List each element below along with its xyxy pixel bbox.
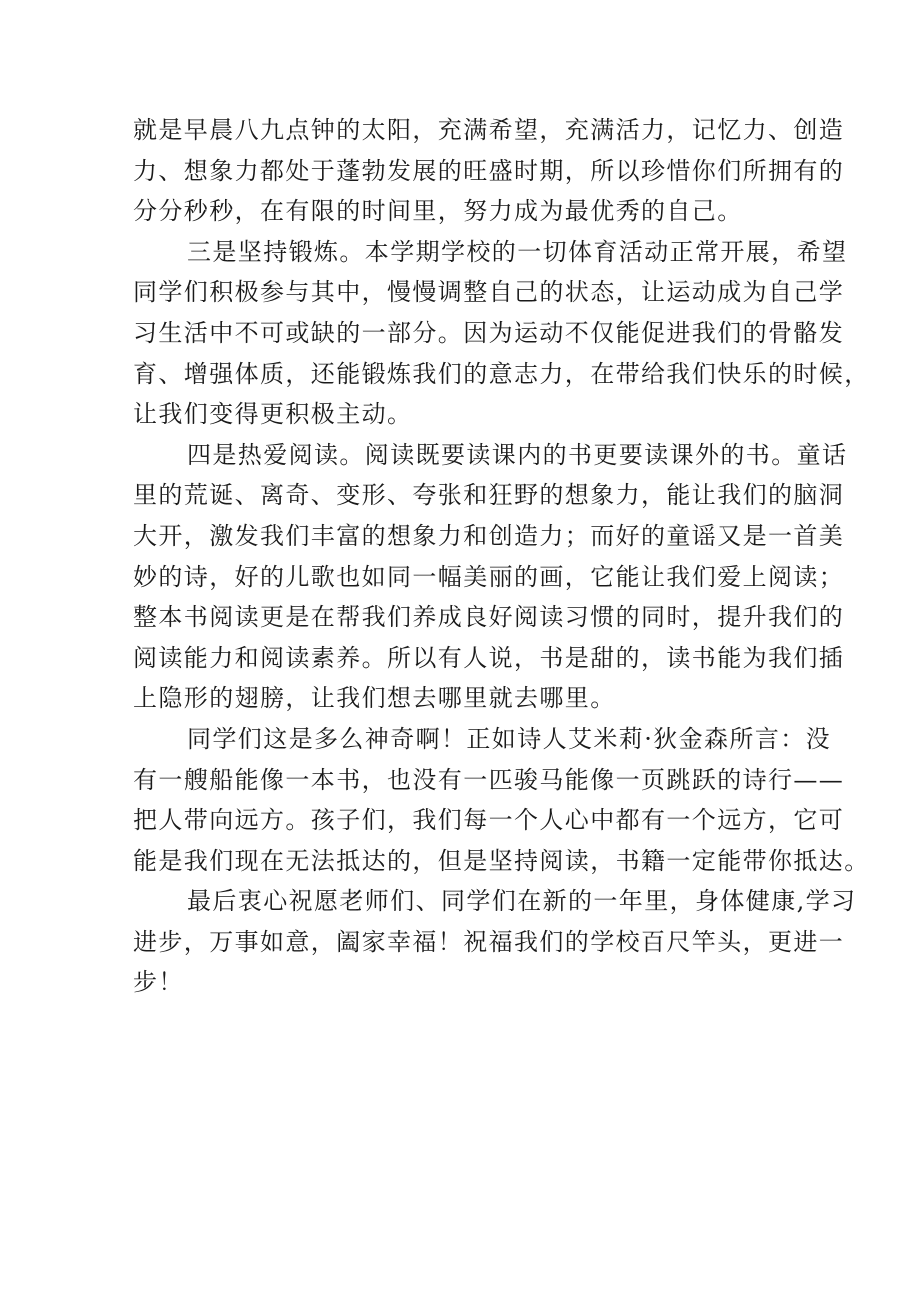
paragraph-line: 整本书阅读更是在帮我们养成良好阅读习惯的同时，提升我们的 xyxy=(133,603,845,632)
paragraph-3 xyxy=(133,435,848,719)
paragraph-line: 上隐形的翅膀，让我们想去哪里就去哪里。 xyxy=(133,684,616,713)
paragraph-line: 同学们积极参与其中，慢慢调整自己的状态，让运动成为自己学 xyxy=(133,278,845,307)
paragraph-line: 有一艘船能像一本书，也没有一匹骏马能像一页跳跃的诗行—— xyxy=(133,765,845,794)
paragraph-line: 四是热爱阅读。阅读既要读课内的书更要读课外的书。童话 xyxy=(187,440,848,469)
paragraph-line: 能是我们现在无法抵达的，但是坚持阅读，书籍一定能带你抵达。 xyxy=(133,846,870,875)
paragraph-1 xyxy=(133,110,845,232)
paragraph-line: 就是早晨八九点钟的太阳，充满希望，充满活力，记忆力、创造 xyxy=(133,116,845,144)
paragraph-line: 分分秒秒，在有限的时间里，努力成为最优秀的自己。 xyxy=(133,197,743,226)
paragraph-2 xyxy=(133,232,870,435)
paragraph-line: 让我们变得更积极主动。 xyxy=(133,400,413,429)
paragraph-line: 步！ xyxy=(133,968,184,997)
paragraph-line: 里的荒诞、离奇、变形、夸张和狂野的想象力，能让我们的脑洞 xyxy=(133,481,845,510)
paragraph-5 xyxy=(133,881,857,1003)
paragraph-line: 大开，激发我们丰富的想象力和创造力；而好的童谣又是一首美 xyxy=(133,521,845,550)
paragraph-line: 力、想象力都处于蓬勃发展的旺盛时期，所以珍惜你们所拥有的 xyxy=(133,156,845,185)
paragraph-line: 育、增强体质，还能锻炼我们的意志力，在带给我们快乐的时候， xyxy=(133,359,870,388)
paragraph-line: 最后衷心祝愿老师们、同学们在新的一年里，身体健康,学习 xyxy=(187,887,857,916)
paragraph-line: 同学们这是多么神奇啊！正如诗人艾米莉·狄金森所言：没 xyxy=(187,724,832,753)
paragraph-line: 进步，万事如意，阖家幸福！祝福我们的学校百尺竿头，更进一 xyxy=(133,927,845,956)
paragraph-line: 阅读能力和阅读素养。所以有人说，书是甜的，读书能为我们插 xyxy=(133,643,845,672)
paragraph-line: 把人带向远方。孩子们，我们每一个人心中都有一个远方，它可 xyxy=(133,806,845,835)
paragraph-line: 三是坚持锻炼。本学期学校的一切体育活动正常开展，希望 xyxy=(187,237,848,266)
paragraph-line: 习生活中不可或缺的一部分。因为运动不仅能促进我们的骨骼发 xyxy=(133,318,845,347)
paragraph-line: 妙的诗，好的儿歌也如同一幅美丽的画，它能让我们爱上阅读； xyxy=(133,562,845,591)
document-body xyxy=(133,110,870,1003)
paragraph-4 xyxy=(133,719,870,881)
